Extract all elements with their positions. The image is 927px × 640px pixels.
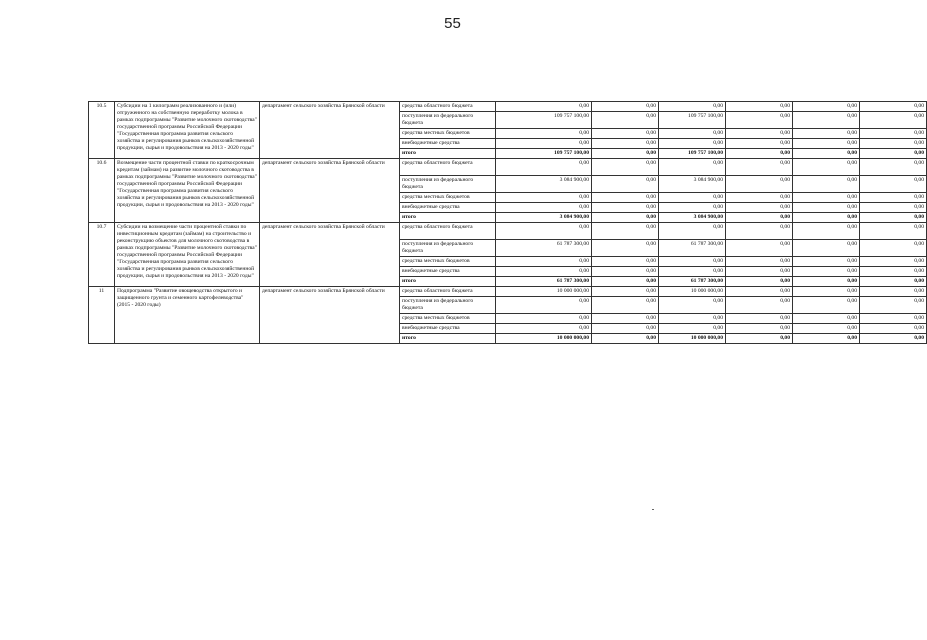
amount-cell: 0,00 <box>793 111 860 128</box>
amount-cell: 0,00 <box>659 128 726 138</box>
page-number: 55 <box>444 15 461 32</box>
amount-cell: 0,00 <box>592 222 659 239</box>
amount-cell: 10 000 000,00 <box>496 286 592 296</box>
amount-cell: 0,00 <box>659 222 726 239</box>
amount-cell: 0,00 <box>793 202 860 212</box>
amount-cell: 0,00 <box>592 192 659 202</box>
amount-cell: 0,00 <box>659 323 726 333</box>
table-row <box>89 158 927 175</box>
amount-cell: 0,00 <box>659 138 726 148</box>
amount-cell: 0,00 <box>793 138 860 148</box>
amount-cell: 61 787 300,00 <box>496 276 592 286</box>
amount-cell: 0,00 <box>726 333 793 343</box>
amount-cell: 0,00 <box>860 296 927 313</box>
amount-cell: 0,00 <box>496 202 592 212</box>
amount-cell: 0,00 <box>726 239 793 256</box>
item-title: Возмещение части процентной ставки по краткосрочным кредитам (займам) на развитие молочного скотоводства в рамках подпрограммы "Развитие молочного скотоводства" государственной программы Российской Федерации "Государственная программа развития сельского хозяйства и регулирования рынков сельскохозяйственной продукции, сырья и продовольствия на 2013 - 2020 годы" <box>115 158 260 222</box>
amount-cell: 0,00 <box>592 212 659 222</box>
amount-cell: 0,00 <box>726 128 793 138</box>
amount-cell: 0,00 <box>496 158 592 175</box>
amount-cell: 0,00 <box>793 192 860 202</box>
item-executor: департамент сельского хозяйства Брянской области <box>260 222 400 286</box>
amount-cell: 61 787 300,00 <box>496 239 592 256</box>
amount-cell: 3 084 900,00 <box>659 212 726 222</box>
amount-cell: 0,00 <box>592 128 659 138</box>
amount-cell: 109 757 100,00 <box>496 111 592 128</box>
amount-cell: 0,00 <box>860 239 927 256</box>
table-row <box>89 222 927 239</box>
amount-cell: 0,00 <box>659 256 726 266</box>
amount-cell: 0,00 <box>793 286 860 296</box>
amount-cell: 0,00 <box>860 202 927 212</box>
amount-cell: 0,00 <box>860 192 927 202</box>
amount-cell: 61 787 300,00 <box>659 239 726 256</box>
funding-source: итого <box>400 333 496 343</box>
amount-cell: 0,00 <box>726 175 793 192</box>
item-executor: департамент сельского хозяйства Брянской области <box>260 286 400 343</box>
funding-source: средства областного бюджета <box>400 286 496 296</box>
table-row <box>89 286 927 296</box>
item-title: Субсидии на 1 килограмм реализованного и (или) отгруженного на собственную переработку молока в рамках подпрограммы "Развитие молочного скотоводства" государственной программы Российской Федерации "Государственная программа развития сельского хозяйства и регулирования рынков сельскохозяйственной продукции, сырья и продовольствия на 2013 - 2020 годы" <box>115 102 260 159</box>
table-row <box>89 102 927 112</box>
funding-source: внебюджетные средства <box>400 202 496 212</box>
amount-cell: 10 000 000,00 <box>496 333 592 343</box>
amount-cell: 0,00 <box>496 313 592 323</box>
amount-cell: 0,00 <box>592 138 659 148</box>
amount-cell: 0,00 <box>726 286 793 296</box>
amount-cell: 0,00 <box>860 222 927 239</box>
funding-source: поступления из федерального бюджета <box>400 296 496 313</box>
amount-cell: 3 084 900,00 <box>659 175 726 192</box>
amount-cell: 0,00 <box>659 202 726 212</box>
amount-cell: 0,00 <box>726 266 793 276</box>
amount-cell: 0,00 <box>496 222 592 239</box>
funding-source: средства областного бюджета <box>400 222 496 239</box>
amount-cell: 0,00 <box>726 212 793 222</box>
funding-source: поступления из федерального бюджета <box>400 175 496 192</box>
amount-cell: 0,00 <box>860 128 927 138</box>
amount-cell: 0,00 <box>793 239 860 256</box>
amount-cell: 0,00 <box>726 192 793 202</box>
amount-cell: 0,00 <box>496 256 592 266</box>
funding-source: поступления из федерального бюджета <box>400 239 496 256</box>
amount-cell: 0,00 <box>592 175 659 192</box>
amount-cell: 0,00 <box>592 239 659 256</box>
amount-cell: 0,00 <box>793 148 860 158</box>
amount-cell: 0,00 <box>496 102 592 112</box>
item-number: 10.5 <box>89 102 115 159</box>
funding-source: средства областного бюджета <box>400 158 496 175</box>
funding-source: внебюджетные средства <box>400 266 496 276</box>
amount-cell: 0,00 <box>659 313 726 323</box>
item-number: 10.7 <box>89 222 115 286</box>
amount-cell: 0,00 <box>659 192 726 202</box>
funding-source: средства местных бюджетов <box>400 313 496 323</box>
funding-source: средства местных бюджетов <box>400 128 496 138</box>
amount-cell: 0,00 <box>860 138 927 148</box>
amount-cell: 0,00 <box>793 323 860 333</box>
amount-cell: 0,00 <box>860 266 927 276</box>
amount-cell: 0,00 <box>726 313 793 323</box>
amount-cell: 10 000 000,00 <box>659 286 726 296</box>
amount-cell: 0,00 <box>726 256 793 266</box>
amount-cell: 0,00 <box>592 158 659 175</box>
amount-cell: 0,00 <box>726 202 793 212</box>
amount-cell: 0,00 <box>659 266 726 276</box>
funding-source: поступления из федерального бюджета <box>400 111 496 128</box>
item-title: Субсидии на возмещение части процентной ставки по инвестиционным кредитам (займам) на строительство и реконструкцию объектов для молочного скотоводства в рамках подпрограммы "Развитие молочного скотоводства" государственной программы Российской Федерации "Государственная программа развития сельского хозяйства и регулирования рынков сельскохозяйственной продукции, сырья и продовольствия на 2013 - 2020 годы" <box>115 222 260 286</box>
amount-cell: 0,00 <box>793 128 860 138</box>
budget-table <box>88 101 927 344</box>
amount-cell: 0,00 <box>793 296 860 313</box>
amount-cell: 0,00 <box>592 148 659 158</box>
amount-cell: 0,00 <box>860 323 927 333</box>
amount-cell: 109 757 100,00 <box>659 148 726 158</box>
funding-source: итого <box>400 148 496 158</box>
amount-cell: 109 757 100,00 <box>496 148 592 158</box>
amount-cell: 109 757 100,00 <box>659 111 726 128</box>
amount-cell: 0,00 <box>592 276 659 286</box>
amount-cell: 0,00 <box>496 296 592 313</box>
amount-cell: 0,00 <box>860 111 927 128</box>
amount-cell: 0,00 <box>659 296 726 313</box>
amount-cell: 0,00 <box>592 102 659 112</box>
amount-cell: 0,00 <box>592 286 659 296</box>
amount-cell: 0,00 <box>726 138 793 148</box>
amount-cell: 10 000 000,00 <box>659 333 726 343</box>
amount-cell: 0,00 <box>496 323 592 333</box>
budget-table-body <box>89 102 927 344</box>
amount-cell: 0,00 <box>793 102 860 112</box>
amount-cell: 0,00 <box>793 266 860 276</box>
item-title: Подпрограмма "Развитие овощеводства открытого и защищенного грунта и семенного картофелеводства" (2015 - 2020 годы) <box>115 286 260 343</box>
amount-cell: 0,00 <box>793 276 860 286</box>
funding-source: внебюджетные средства <box>400 138 496 148</box>
amount-cell: 3 084 900,00 <box>496 212 592 222</box>
amount-cell: 0,00 <box>726 148 793 158</box>
amount-cell: 0,00 <box>860 158 927 175</box>
amount-cell: 0,00 <box>860 175 927 192</box>
amount-cell: 0,00 <box>726 276 793 286</box>
item-number: 11 <box>89 286 115 343</box>
amount-cell: 0,00 <box>726 323 793 333</box>
amount-cell: 0,00 <box>592 296 659 313</box>
amount-cell: 0,00 <box>496 266 592 276</box>
amount-cell: 0,00 <box>592 256 659 266</box>
amount-cell: 0,00 <box>860 212 927 222</box>
amount-cell: 0,00 <box>592 333 659 343</box>
amount-cell: 61 787 300,00 <box>659 276 726 286</box>
amount-cell: 0,00 <box>793 313 860 323</box>
amount-cell: 0,00 <box>793 256 860 266</box>
amount-cell: 0,00 <box>793 175 860 192</box>
amount-cell: 0,00 <box>726 296 793 313</box>
amount-cell: 0,00 <box>860 333 927 343</box>
funding-source: внебюджетные средства <box>400 323 496 333</box>
item-executor: департамент сельского хозяйства Брянской области <box>260 102 400 159</box>
amount-cell: 0,00 <box>793 158 860 175</box>
amount-cell: 0,00 <box>592 202 659 212</box>
amount-cell: 0,00 <box>860 286 927 296</box>
funding-source: средства местных бюджетов <box>400 192 496 202</box>
amount-cell: 0,00 <box>496 192 592 202</box>
funding-source: итого <box>400 276 496 286</box>
amount-cell: 0,00 <box>726 111 793 128</box>
scan-speck <box>652 509 654 510</box>
amount-cell: 0,00 <box>592 323 659 333</box>
amount-cell: 0,00 <box>860 148 927 158</box>
amount-cell: 0,00 <box>793 212 860 222</box>
amount-cell: 0,00 <box>726 158 793 175</box>
item-number: 10.6 <box>89 158 115 222</box>
amount-cell: 3 084 900,00 <box>496 175 592 192</box>
amount-cell: 0,00 <box>860 276 927 286</box>
amount-cell: 0,00 <box>496 138 592 148</box>
amount-cell: 0,00 <box>860 313 927 323</box>
funding-source: средства областного бюджета <box>400 102 496 112</box>
amount-cell: 0,00 <box>592 313 659 323</box>
amount-cell: 0,00 <box>726 102 793 112</box>
amount-cell: 0,00 <box>793 222 860 239</box>
amount-cell: 0,00 <box>726 222 793 239</box>
item-executor: департамент сельского хозяйства Брянской области <box>260 158 400 222</box>
amount-cell: 0,00 <box>659 102 726 112</box>
amount-cell: 0,00 <box>793 333 860 343</box>
funding-source: итого <box>400 212 496 222</box>
funding-source: средства местных бюджетов <box>400 256 496 266</box>
amount-cell: 0,00 <box>592 111 659 128</box>
amount-cell: 0,00 <box>496 128 592 138</box>
amount-cell: 0,00 <box>659 158 726 175</box>
amount-cell: 0,00 <box>860 102 927 112</box>
amount-cell: 0,00 <box>592 266 659 276</box>
amount-cell: 0,00 <box>860 256 927 266</box>
